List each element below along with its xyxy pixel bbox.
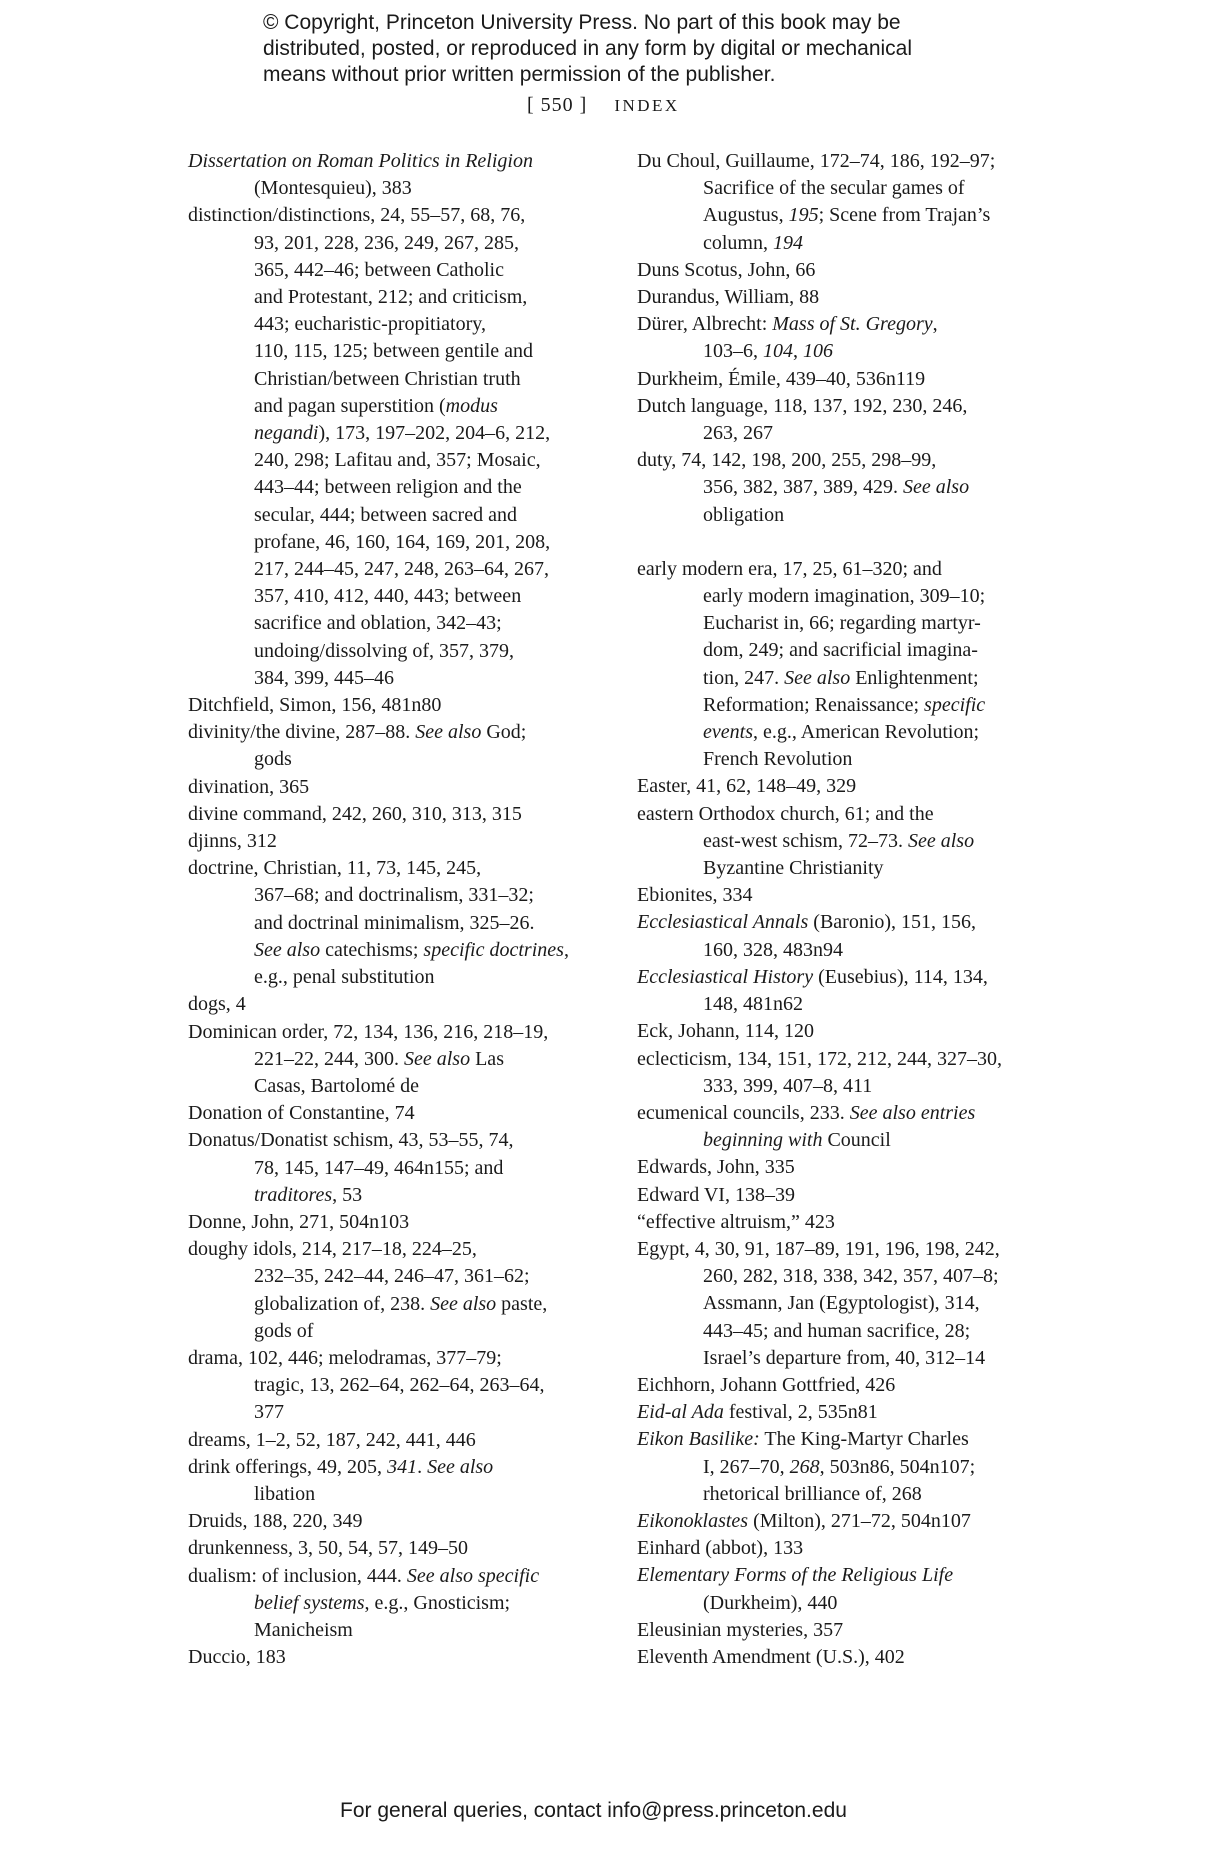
index-entry bbox=[637, 1100, 1047, 1154]
index-entry bbox=[637, 1399, 1047, 1426]
index-entry-heading-line: Dissertation on Roman Politics in Religion bbox=[188, 150, 533, 172]
index-entry-heading-line: dogs, 4 bbox=[188, 993, 246, 1016]
index-entry bbox=[637, 909, 1047, 963]
page-number: [ 550 ] bbox=[527, 94, 588, 116]
index-entry-heading-line: divine command, 242, 260, 310, 313, 315 bbox=[188, 802, 522, 825]
index-entry bbox=[637, 1535, 1047, 1562]
index-entry-continuation-line: French Revolution bbox=[703, 748, 853, 771]
index-entry-heading-line: drama, 102, 446; melodramas, 377–79; bbox=[188, 1346, 502, 1369]
index-entry-heading-line: Einhard (abbot), 133 bbox=[637, 1537, 804, 1560]
index-entry bbox=[637, 447, 1047, 529]
index-entry-heading-line: Eleusinian mysteries, 357 bbox=[637, 1618, 844, 1641]
copyright-notice bbox=[263, 10, 1023, 88]
index-entry bbox=[637, 1209, 1047, 1236]
index-entry-heading-line: Eikonoklastes (Milton), 271–72, 504n107 bbox=[637, 1509, 971, 1532]
index-entry bbox=[637, 773, 1047, 800]
index-entry-heading-line: Du Choul, Guillaume, 172–74, 186, 192–97; bbox=[637, 150, 996, 172]
index-entry-continuation-line: 221–22, 244, 300. See also Las bbox=[254, 1047, 504, 1070]
index-entry-continuation-line: column, 194 bbox=[703, 231, 803, 254]
index-entry-heading-line: Ecclesiastical Annals (Baronio), 151, 156, bbox=[637, 911, 977, 934]
index-entry bbox=[188, 719, 598, 773]
index-entry bbox=[637, 964, 1047, 1018]
index-entry-continuation-line: (Durkheim), 440 bbox=[703, 1591, 838, 1614]
index-entry-continuation-line: 443; eucharistic-propitiatory, bbox=[254, 313, 486, 336]
index-entry-continuation-line: 443–44; between religion and the bbox=[254, 476, 522, 499]
index-entry-continuation-line: 356, 382, 387, 389, 429. See also bbox=[703, 476, 970, 499]
index-entry-continuation-line: and doctrinal minimalism, 325–26. bbox=[254, 911, 535, 934]
index-entry-continuation-line: 217, 244–45, 247, 248, 263–64, 267, bbox=[254, 558, 549, 581]
index-entry bbox=[188, 1535, 598, 1562]
index-entry bbox=[637, 1182, 1047, 1209]
index-entry bbox=[188, 1100, 598, 1127]
index-entry-continuation-line: negandi), 173, 197–202, 204–6, 212, bbox=[254, 422, 551, 445]
index-entry-continuation-line: Eucharist in, 66; regarding martyr- bbox=[703, 612, 981, 635]
index-entry-continuation-line: See also catechisms; specific doctrines, bbox=[254, 938, 569, 961]
index-entry bbox=[637, 311, 1047, 365]
index-entry-heading-line: Durandus, William, 88 bbox=[637, 286, 820, 309]
index-entry-continuation-line: (Montesquieu), 383 bbox=[254, 177, 412, 200]
copyright-line: © Copyright, Princeton University Press. No part of this book may be bbox=[263, 11, 901, 34]
index-entry bbox=[637, 1644, 1047, 1671]
index-entry-heading-line: Donation of Constantine, 74 bbox=[188, 1102, 415, 1125]
index-entry-heading-line: Ecclesiastical History (Eusebius), 114, 134, bbox=[637, 965, 988, 988]
index-entry-continuation-line: Sacrifice of the secular games of bbox=[703, 177, 965, 200]
index-entry bbox=[637, 1617, 1047, 1644]
index-column-left bbox=[188, 148, 598, 1671]
index-entry-continuation-line: events, e.g., American Revolution; bbox=[703, 721, 980, 744]
running-title: INDEX bbox=[614, 96, 680, 115]
index-entry-continuation-line: traditores, 53 bbox=[254, 1183, 363, 1206]
index-entry-continuation-line: 110, 115, 125; between gentile and bbox=[254, 340, 534, 363]
index-entry-continuation-line: 160, 328, 483n94 bbox=[703, 938, 843, 961]
copyright-line: means without prior written permission of the publisher. bbox=[263, 63, 776, 86]
index-entry bbox=[637, 1154, 1047, 1181]
letter-section-break bbox=[637, 529, 1047, 556]
index-entry-continuation-line: 78, 145, 147–49, 464n155; and bbox=[254, 1156, 504, 1179]
index-entry bbox=[188, 828, 598, 855]
index-entry bbox=[637, 366, 1047, 393]
index-entry bbox=[188, 855, 598, 991]
index-entry-heading-line: Edward VI, 138–39 bbox=[637, 1183, 795, 1206]
index-entry-continuation-line: east-west schism, 72–73. See also bbox=[703, 829, 975, 852]
index-entry-continuation-line: belief systems, e.g., Gnosticism; bbox=[254, 1591, 511, 1614]
index-entry-continuation-line: Israel’s departure from, 40, 312–14 bbox=[703, 1346, 986, 1369]
index-entry-continuation-line: 357, 410, 412, 440, 443; between bbox=[254, 585, 522, 608]
index-entry-heading-line: duty, 74, 142, 198, 200, 255, 298–99, bbox=[637, 449, 937, 472]
index-entry bbox=[188, 148, 598, 202]
index-entry-continuation-line: 443–45; and human sacrifice, 28; bbox=[703, 1319, 971, 1342]
index-entry-continuation-line: beginning with Council bbox=[703, 1129, 891, 1152]
index-entry-heading-line: divination, 365 bbox=[188, 775, 310, 798]
index-entry-continuation-line: Manicheism bbox=[254, 1618, 353, 1641]
index-entry bbox=[188, 1019, 598, 1101]
index-entry-continuation-line: globalization of, 238. See also paste, bbox=[254, 1292, 548, 1315]
index-entry bbox=[637, 1426, 1047, 1508]
index-entry bbox=[637, 1046, 1047, 1100]
index-entry-heading-line: Eikon Basilike: The King-Martyr Charles bbox=[637, 1428, 969, 1451]
index-entry bbox=[188, 1236, 598, 1345]
index-entry bbox=[188, 1345, 598, 1427]
index-entry-continuation-line: tragic, 13, 262–64, 262–64, 263–64, bbox=[254, 1374, 545, 1397]
index-entry bbox=[188, 1127, 598, 1209]
index-entry-continuation-line: dom, 249; and sacrificial imagina- bbox=[703, 639, 978, 662]
index-entry-heading-line: Donne, John, 271, 504n103 bbox=[188, 1210, 410, 1233]
index-entry bbox=[188, 1563, 598, 1645]
index-entry-continuation-line: 103–6, 104, 106 bbox=[703, 340, 833, 363]
index-entry-heading-line: dualism: of inclusion, 444. See also specific bbox=[188, 1564, 540, 1587]
index-entry-continuation-line: early modern imagination, 309–10; bbox=[703, 585, 986, 608]
index-entry-continuation-line: 148, 481n62 bbox=[703, 993, 803, 1016]
index-entry-heading-line: doctrine, Christian, 11, 73, 145, 245, bbox=[188, 857, 482, 880]
index-entry-continuation-line: Christian/between Christian truth bbox=[254, 367, 521, 390]
index-entry-heading-line: Edwards, John, 335 bbox=[637, 1156, 795, 1179]
index-entry-continuation-line: 333, 399, 407–8, 411 bbox=[703, 1074, 873, 1097]
index-entry-heading-line: Duns Scotus, John, 66 bbox=[637, 258, 816, 281]
index-entry-continuation-line: secular, 444; between sacred and bbox=[254, 503, 517, 526]
index-entry bbox=[188, 1427, 598, 1454]
index-entry-continuation-line: gods of bbox=[254, 1319, 314, 1342]
index-entry-continuation-line: and pagan superstition (modus bbox=[254, 394, 498, 417]
index-entry-heading-line: Dutch language, 118, 137, 192, 230, 246, bbox=[637, 394, 968, 417]
index-entry-continuation-line: 384, 399, 445–46 bbox=[254, 666, 394, 689]
index-entry-heading-line: doughy idols, 214, 217–18, 224–25, bbox=[188, 1238, 477, 1261]
index-entry-heading-line: Dominican order, 72, 134, 136, 216, 218–19, bbox=[188, 1020, 549, 1043]
index-entry-heading-line: Elementary Forms of the Religious Life bbox=[637, 1564, 954, 1587]
index-entry-heading-line: Donatus/Donatist schism, 43, 53–55, 74, bbox=[188, 1129, 514, 1152]
index-entry bbox=[188, 202, 598, 692]
index-entry-continuation-line: I, 267–70, 268, 503n86, 504n107; bbox=[703, 1455, 976, 1478]
index-column-right bbox=[637, 148, 1047, 1671]
index-entry bbox=[188, 1454, 598, 1508]
index-entry-continuation-line: 365, 442–46; between Catholic bbox=[254, 258, 504, 281]
index-entry-continuation-line: rhetorical brilliance of, 268 bbox=[703, 1482, 922, 1505]
index-entry-heading-line: Egypt, 4, 30, 91, 187–89, 191, 196, 198, 242, bbox=[637, 1237, 1000, 1260]
index-entry-continuation-line: Assmann, Jan (Egyptologist), 314, bbox=[703, 1292, 980, 1315]
running-header bbox=[527, 92, 680, 119]
index-entry-continuation-line: undoing/dissolving of, 357, 379, bbox=[254, 639, 515, 662]
index-entry bbox=[637, 393, 1047, 447]
index-entry-heading-line: Easter, 41, 62, 148–49, 329 bbox=[637, 775, 857, 798]
index-entry-continuation-line: 260, 282, 318, 338, 342, 357, 407–8; bbox=[703, 1265, 999, 1288]
index-entry-continuation-line: libation bbox=[254, 1482, 316, 1505]
index-entry bbox=[188, 991, 598, 1018]
index-entry-heading-line: “effective altruism,” 423 bbox=[637, 1210, 835, 1233]
index-entry bbox=[637, 284, 1047, 311]
index-entry bbox=[637, 801, 1047, 883]
index-entry-heading-line: Duccio, 183 bbox=[188, 1646, 286, 1669]
index-entry-heading-line: Ebionites, 334 bbox=[637, 884, 753, 907]
index-entry-continuation-line: 93, 201, 228, 236, 249, 267, 285, bbox=[254, 231, 519, 254]
index-entry-continuation-line: 367–68; and doctrinalism, 331–32; bbox=[254, 884, 534, 907]
index-entry bbox=[188, 1209, 598, 1236]
index-entry-continuation-line: profane, 46, 160, 164, 169, 201, 208, bbox=[254, 530, 551, 553]
copyright-line: distributed, posted, or reproduced in any form by digital or mechanical bbox=[263, 37, 913, 60]
index-entry-continuation-line: 263, 267 bbox=[703, 422, 773, 445]
index-entry-continuation-line: 240, 298; Lafitau and, 357; Mosaic, bbox=[254, 449, 541, 472]
index-entry-heading-line: Eid-al Ada festival, 2, 535n81 bbox=[637, 1401, 878, 1424]
index-entry-continuation-line: and Protestant, 212; and criticism, bbox=[254, 286, 528, 309]
index-entry bbox=[188, 801, 598, 828]
index-entry-continuation-line: 232–35, 242–44, 246–47, 361–62; bbox=[254, 1265, 530, 1288]
index-entry-heading-line: Ditchfield, Simon, 156, 481n80 bbox=[188, 694, 442, 717]
index-entry bbox=[188, 1644, 598, 1671]
index-entry-heading-line: Durkheim, Émile, 439–40, 536n119 bbox=[637, 367, 926, 390]
index-entry bbox=[188, 692, 598, 719]
index-entry bbox=[188, 1508, 598, 1535]
index-entry-continuation-line: e.g., penal substitution bbox=[254, 966, 435, 989]
index-entry-heading-line: drink offerings, 49, 205, 341. See also bbox=[188, 1455, 494, 1478]
index-entry bbox=[637, 556, 1047, 774]
index-entry bbox=[637, 1372, 1047, 1399]
index-entry bbox=[188, 774, 598, 801]
index-entry bbox=[637, 1562, 1047, 1616]
index-entry-heading-line: Eichhorn, Johann Gottfried, 426 bbox=[637, 1373, 896, 1396]
footer-contact: For general queries, contact info@press.princeton.edu bbox=[340, 1799, 847, 1822]
index-entry-heading-line: early modern era, 17, 25, 61–320; and bbox=[637, 557, 942, 580]
index-entry bbox=[637, 1236, 1047, 1372]
index-entry bbox=[637, 882, 1047, 909]
index-entry-heading-line: drunkenness, 3, 50, 54, 57, 149–50 bbox=[188, 1537, 468, 1560]
index-entry-continuation-line: Byzantine Christianity bbox=[703, 857, 884, 880]
index-entry-heading-line: Druids, 188, 220, 349 bbox=[188, 1510, 363, 1533]
index-entry-heading-line: Dürer, Albrecht: Mass of St. Gregory, bbox=[637, 313, 938, 336]
index-entry-continuation-line: Casas, Bartolomé de bbox=[254, 1074, 419, 1097]
index-entry-heading-line: djinns, 312 bbox=[188, 830, 277, 853]
index-entry-continuation-line: Augustus, 195; Scene from Trajan’s bbox=[703, 204, 991, 227]
index-entry-heading-line: eclecticism, 134, 151, 172, 212, 244, 327–30, bbox=[637, 1047, 1002, 1070]
index-entry bbox=[637, 257, 1047, 284]
index-entry-continuation-line: obligation bbox=[703, 503, 785, 526]
index-entry-continuation-line: Reformation; Renaissance; specific bbox=[703, 693, 986, 716]
index-entry bbox=[637, 1018, 1047, 1045]
index-entry-heading-line: dreams, 1–2, 52, 187, 242, 441, 446 bbox=[188, 1428, 476, 1451]
index-entry bbox=[637, 1508, 1047, 1535]
index-entry-heading-line: ecumenical councils, 233. See also entries bbox=[637, 1101, 976, 1124]
index-entry bbox=[637, 148, 1047, 257]
index-entry-heading-line: eastern Orthodox church, 61; and the bbox=[637, 802, 934, 825]
index-entry-heading-line: Eleventh Amendment (U.S.), 402 bbox=[637, 1645, 905, 1668]
index-entry-heading-line: Eck, Johann, 114, 120 bbox=[637, 1020, 815, 1043]
index-entry-heading-line: distinction/distinctions, 24, 55–57, 68, 76, bbox=[188, 204, 526, 227]
index-entry-continuation-line: 377 bbox=[254, 1401, 284, 1424]
index-entry-continuation-line: sacrifice and oblation, 342–43; bbox=[254, 612, 502, 635]
index-entry-continuation-line: gods bbox=[254, 748, 292, 771]
index-entry-heading-line: divinity/the divine, 287–88. See also God; bbox=[188, 721, 527, 744]
index-entry-continuation-line: tion, 247. See also Enlightenment; bbox=[703, 666, 979, 689]
